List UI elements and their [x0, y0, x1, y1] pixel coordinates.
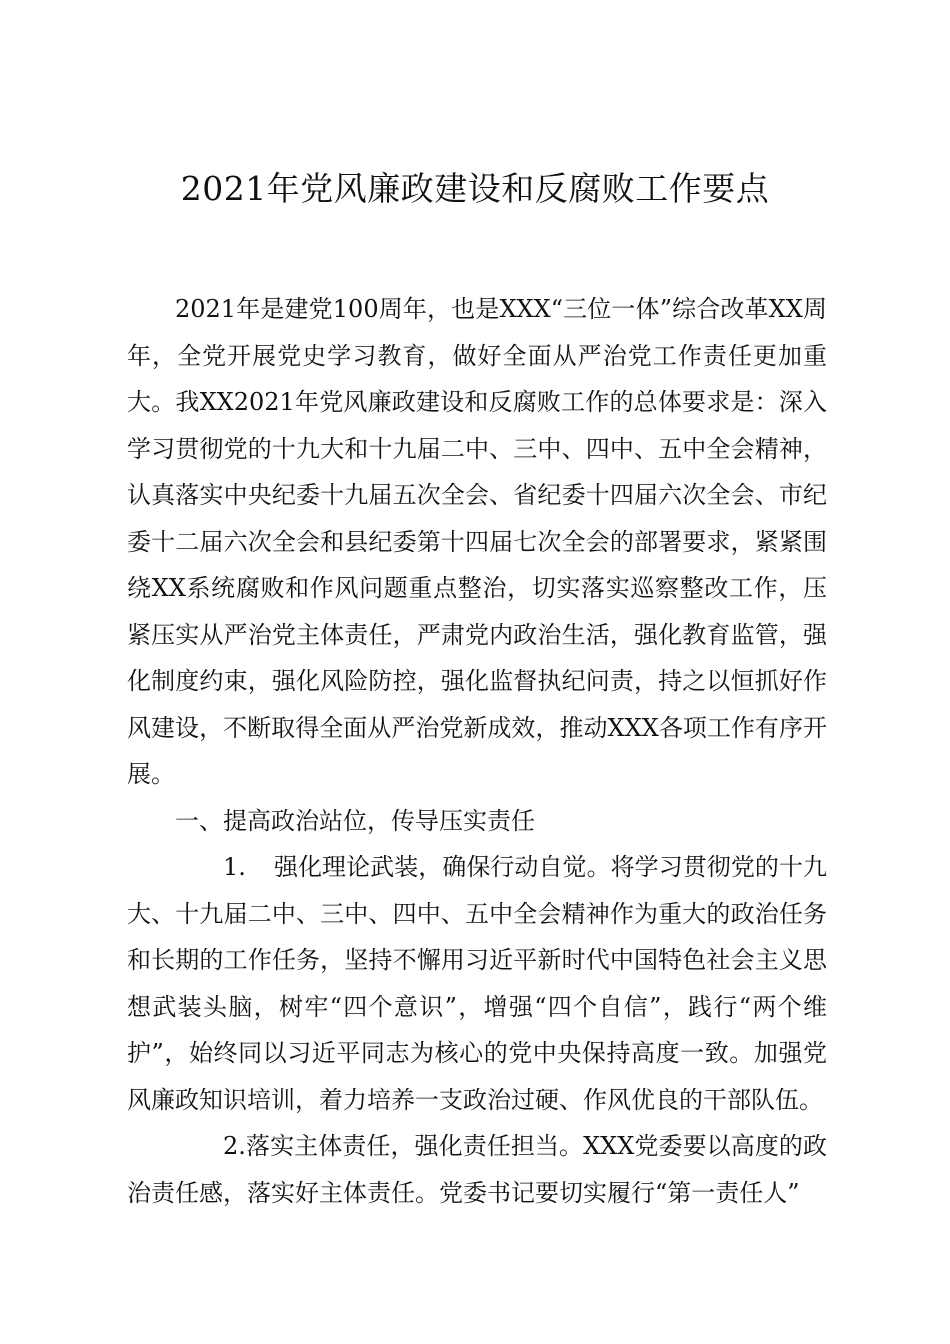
item-number-2: 2.: [223, 1132, 246, 1160]
intro-paragraph: 2021年是建党100周年，也是XXX“三位一体”综合改革XX周年，全党开展党史学习教育，做好全面从严治党工作责任更加重大。我XX2021年党风廉政建设和反腐败工作的总体要求是：深入学习贯彻党的十九大和十九届二中、三中、四中、五中全会精神，认真落实中央纪委十九届五次全会、省纪委十四届六次全会、市纪委十二届六次全会和县纪委第十四届七次全会的部署要求，紧紧围绕XX系统腐败和作风问题重点整治，切实落实巡察整改工作，压紧压实从严治党主体责任，严肃党内政治生活，强化教育监管，强化制度约束，强化风险防控，强化监督执纪问责，持之以恒抓好作风建设，不断取得全面从严治党新成效，推动XXX各项工作有序开展。: [127, 295, 827, 788]
section-heading-1: 一、提高政治站位，传导压实责任: [175, 806, 535, 835]
document-body: [127, 286, 827, 1216]
item-text-2: 落实主体责任，强化责任担当。XXX党委要以高度的政治责任感，落实好主体责任。党委书记要切实履行“第一责任人”: [127, 1132, 827, 1207]
list-item-2: [127, 1123, 827, 1216]
item-text-1: 强化理论武装，确保行动自觉。将学习贯彻党的十九大、十九届二中、三中、四中、五中全会精神作为重大的政治任务和长期的工作任务，坚持不懈用习近平新时代中国特色社会主义思想武装头脑，树牢“四个意识”，增强“四个自信”，践行“两个维护”，始终同以习近平同志为核心的党中央保持高度一致。加强党风廉政知识培训，着力培养一支政治过硬、作风优良的干部队伍。: [127, 853, 827, 1114]
item-number-1: 1.: [223, 853, 246, 881]
list-item-1: [127, 844, 827, 1123]
document-title: 2021年党风廉政建设和反腐败工作要点: [180, 169, 770, 208]
